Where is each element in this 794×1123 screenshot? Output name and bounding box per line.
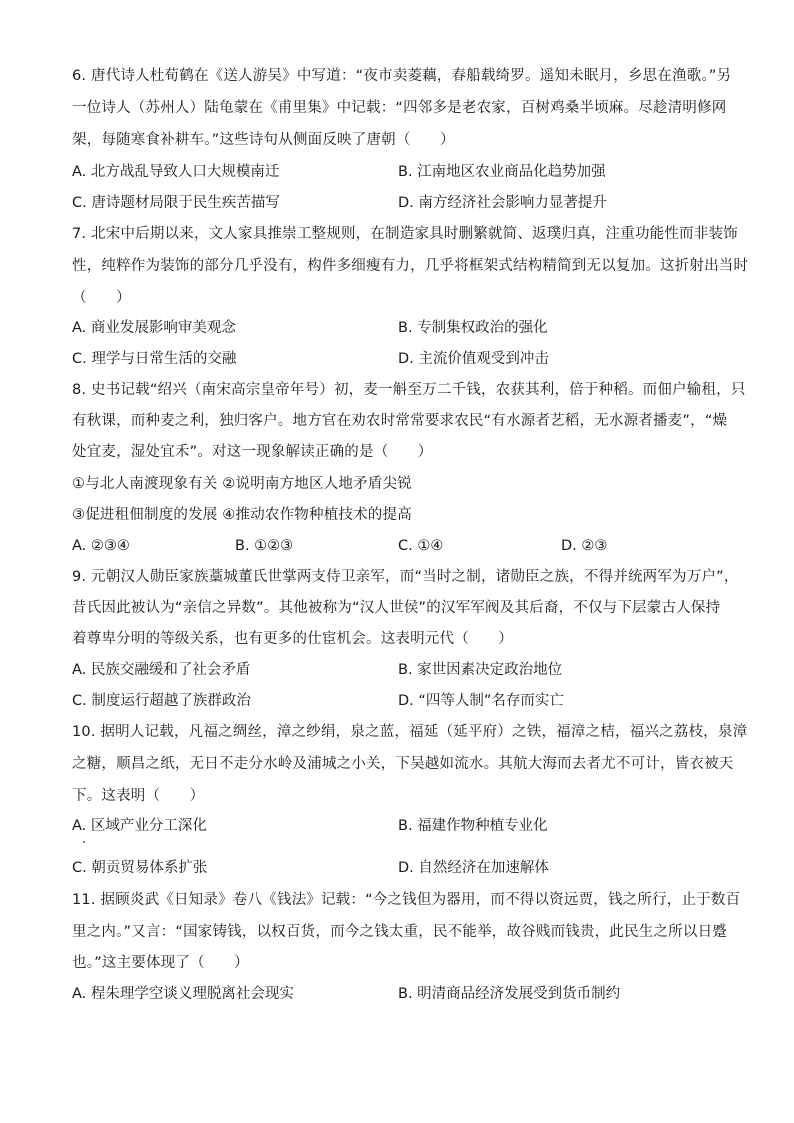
- question-6-line-3: 架，每随寒食补耕车。”这些诗句从侧面反映了唐朝（ ）: [72, 132, 455, 148]
- question-8-statements-2: ③促进租佃制度的发展 ④推动农作物种植技术的提高: [72, 507, 412, 523]
- question-7-line-3: （ ）: [72, 290, 131, 306]
- question-8-line-2: 有秋课，而种麦之利，独归客户。地方官在劝农时常常要求农民“有水源者艺稻，无水源者播麦”，“燥: [72, 413, 728, 429]
- question-11-line-1: 11. 据顾炎武《日知录》卷八《钱法》记载：“今之钱但为器用，而不得以资远贾，钱之所行，止于数百: [72, 892, 741, 908]
- stray-dot-mark: [83, 841, 85, 843]
- question-11-line-2: 里之内。”又言：“国家铸钱，以权百货，而今之钱太重，民不能举，故谷贱而钱贵，此民生之所以日蹙: [72, 924, 727, 940]
- question-8-option-b: B. ①②③: [235, 538, 294, 554]
- question-7-options-row-2: [72, 349, 732, 369]
- question-6-options-row-2: [72, 193, 732, 213]
- question-8-line-3: 处宜麦，湿处宜禾”。对这一现象解读正确的是（ ）: [72, 444, 433, 460]
- question-7-options-row-1: [72, 318, 732, 338]
- question-6-line-1: 6. 唐代诗人杜荀鹤在《送人游吴》中写道：“夜市卖菱藕，春船载绮罗。遥知未眠月，乡思在渔歌。”另: [72, 68, 732, 84]
- question-7-option-c: C. 理学与日常生活的交融: [72, 351, 237, 367]
- question-7-line-2: 性，纯粹作为装饰的部分几乎没有，构件多细瘦有力，几乎将框架式结构精简到无以复加。这折射出当时: [72, 258, 749, 274]
- question-7-line-1: 7. 北宋中后期以来，文人家具推崇工整规则，在制造家具时删繁就简、返璞归真，注重功能性而非装饰: [72, 226, 738, 242]
- question-11-options-row-1: [72, 984, 732, 1004]
- question-6-option-a: A. 北方战乱导致人口大规模南迁: [72, 164, 280, 180]
- question-10-option-d: D. 自然经济在加速解体: [398, 860, 549, 876]
- question-10-option-b: B. 福建作物种植专业化: [398, 818, 548, 834]
- question-10-line-3: 下。这表明（ ）: [72, 788, 205, 804]
- question-8-option-d: D. ②③: [561, 538, 608, 554]
- question-10-options-row-1: [72, 816, 732, 836]
- question-9-options-row-2: [72, 691, 732, 711]
- question-8-line-1: 8. 史书记载“绍兴（南宋高宗皇帝年号）初，麦一斛至万二千钱，农获其利，倍于种稻。而佃户输租，只: [72, 382, 746, 398]
- question-6-option-d: D. 南方经济社会影响力显著提升: [398, 195, 607, 211]
- question-10-line-2: 之糖，顺昌之纸，无日不走分水岭及浦城之小关，下吴越如流水。其航大海而去者尤不可计，皆衣被天: [72, 756, 734, 772]
- question-8-statements-1: ①与北人南渡现象有关 ②说明南方地区人地矛盾尖锐: [72, 476, 412, 492]
- question-6-option-b: B. 江南地区农业商品化趋势加强: [398, 164, 606, 180]
- question-7-option-d: D. 主流价值观受到冲击: [398, 351, 549, 367]
- question-7-option-b: B. 专制集权政治的强化: [398, 320, 548, 336]
- question-8-option-c: C. ①④: [398, 538, 444, 554]
- question-9-option-d: D. “四等人制”名存而实亡: [398, 693, 564, 709]
- question-6-option-c: C. 唐诗题材局限于民生疾苦描写: [72, 195, 280, 211]
- question-11-option-a: A. 程朱理学空谈义理脱离社会现实: [72, 986, 294, 1002]
- question-8-options-row: [72, 536, 732, 556]
- question-10-option-a: A. 区域产业分工深化: [72, 818, 207, 834]
- question-8-option-a: A. ②③④: [72, 538, 130, 554]
- question-6-line-2: 一位诗人（苏州人）陆龟蒙在《甫里集》中记载：“四邻多是老农家，百树鸡桑半顷麻。尽趁清明修网: [72, 100, 727, 116]
- question-10-option-c: C. 朝贡贸易体系扩张: [72, 860, 208, 876]
- question-10-line-1: 10. 据明人记载，凡福之绸丝，漳之纱绢，泉之蓝，福延（延平府）之铁，福漳之桔，福兴之荔枝，泉漳: [72, 724, 748, 740]
- question-11-option-b: B. 明清商品经济发展受到货币制约: [398, 986, 621, 1002]
- question-9-line-1: 9. 元朝汉人勋臣家族藁城董氏世掌两支侍卫亲军，而“当时之制，诸勋臣之族，不得并统两军为万户”，: [72, 569, 739, 585]
- question-9-option-c: C. 制度运行超越了族群政治: [72, 693, 251, 709]
- question-9-option-b: B. 家世因素决定政治地位: [398, 662, 563, 678]
- question-9-line-2: 昔氏因此被认为“亲信之异数”。其他被称为“汉人世侯”的汉军军阀及其后裔，不仅与下层蒙古人保持: [72, 600, 721, 616]
- question-10-options-row-2: [72, 858, 732, 878]
- question-9-option-a: A. 民族交融缓和了社会矛盾: [72, 662, 251, 678]
- question-11-line-3: 也。”这主要体现了（ ）: [72, 955, 249, 971]
- question-9-line-3: 着尊卑分明的等级关系，也有更多的仕宦机会。这表明元代（ ）: [72, 631, 513, 647]
- question-9-options-row-1: [72, 660, 732, 680]
- question-6-options-row-1: [72, 162, 732, 182]
- question-7-option-a: A. 商业发展影响审美观念: [72, 320, 236, 336]
